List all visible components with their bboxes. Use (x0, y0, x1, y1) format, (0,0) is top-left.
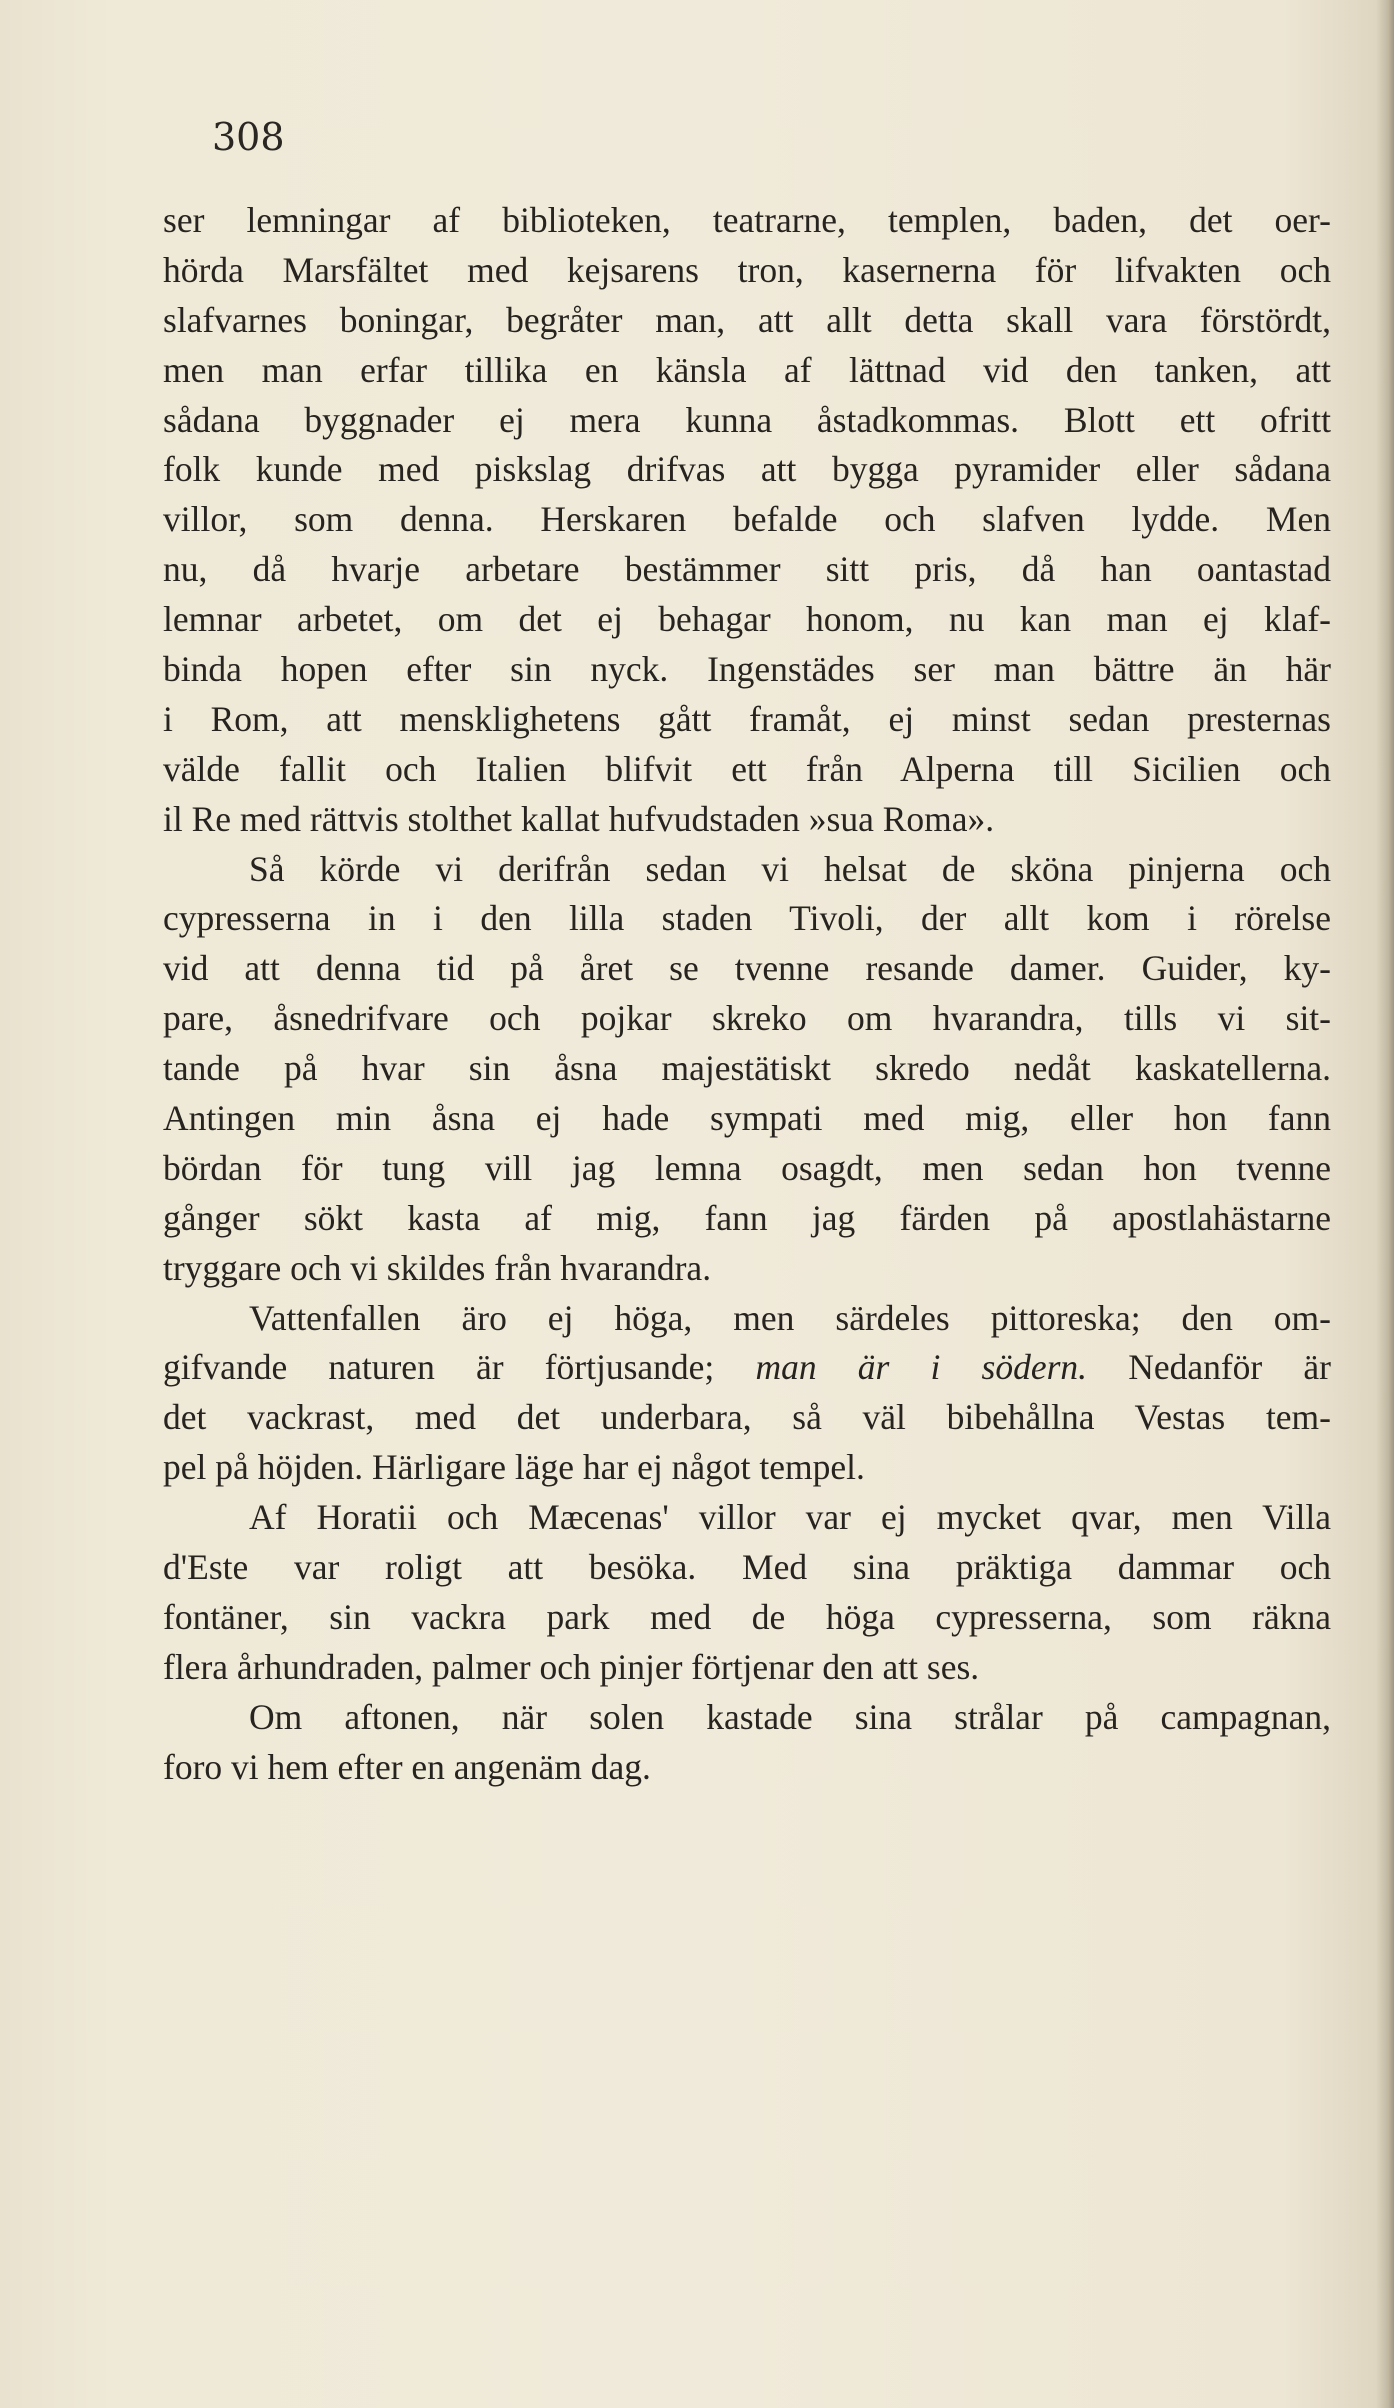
text-line: foro vi hem efter en angenäm dag. (163, 1746, 651, 1787)
text-line: flera århundraden, palmer och pinjer förtjenar den att ses. (163, 1646, 980, 1687)
text-line: lemnar arbetet, om det ej behagar honom, nu kan man ej klaf- (163, 599, 1331, 640)
text-line: ser lemningar af biblioteken, teatrarne, templen, baden, det oer- (163, 200, 1331, 240)
text-line: sådana byggnader ej mera kunna åstadkommas. Blott ett ofritt (163, 399, 1331, 440)
text-line: pel på höjden. Härligare läge har ej något tempel. (163, 1447, 865, 1488)
text-segment: gifvande naturen är förtjusande; (163, 1347, 756, 1388)
italic-phrase: man är i södern. (755, 1347, 1088, 1388)
text-line: Af Horatii och Mæcenas' villor var ej mycket qvar, men Villa (249, 1497, 1331, 1538)
text-line: Antingen min åsna ej hade sympati med mig, eller hon fann (163, 1098, 1331, 1139)
text-line: d'Este var roligt att besöka. Med sina präktiga dammar och (163, 1547, 1331, 1588)
text-line: binda hopen efter sin nyck. Ingenstädes ser man bättre än här (163, 649, 1331, 690)
text-line: men man erfar tillika en känsla af lättnad vid den tanken, att (163, 349, 1331, 390)
text-line: Vattenfallen äro ej höga, men särdeles pittoreska; den om- (249, 1297, 1331, 1338)
text-line: fontäner, sin vackra park med de höga cypresserna, som räkna (163, 1596, 1331, 1637)
body-text (163, 196, 1331, 1793)
text-line-with-italic (163, 1343, 1331, 1393)
text-line: tryggare och vi skildes från hvarandra. (163, 1247, 712, 1288)
text-line: gånger sökt kasta af mig, fann jag färden på apostlahästarne (163, 1197, 1331, 1238)
page-number: 308 (212, 115, 285, 159)
text-line: Om aftonen, när solen kastade sina strålar på campagnan, (249, 1696, 1331, 1737)
text-line: pare, åsnedrifvare och pojkar skreko om hvarandra, tills vi sit- (163, 998, 1331, 1039)
text-line: Så körde vi derifrån sedan vi helsat de sköna pinjerna och (249, 848, 1331, 889)
text-line: villor, som denna. Herskaren befalde och slafven lydde. Men (163, 499, 1331, 540)
text-line: cypresserna in i den lilla staden Tivoli, der allt kom i rörelse (163, 898, 1331, 939)
text-line: folk kunde med piskslag drifvas att bygga pyramider eller sådana (163, 449, 1331, 490)
text-line: slafvarnes boningar, begråter man, att allt detta skall vara förstördt, (163, 299, 1331, 340)
text-line: nu, då hvarje arbetare bestämmer sitt pris, då han oantastad (163, 549, 1331, 590)
text-line: i Rom, att mensklighetens gått framåt, ej minst sedan presternas (163, 698, 1331, 739)
text-segment: Nedanför är (1087, 1347, 1331, 1388)
text-line: vid att denna tid på året se tvenne resande damer. Guider, ky- (163, 948, 1331, 989)
text-line: det vackrast, med det underbara, så väl bibehållna Vestas tem- (163, 1397, 1331, 1438)
text-line: hörda Marsfältet med kejsarens tron, kasernerna för lifvakten och (163, 249, 1331, 290)
text-line: il Re med rättvis stolthet kallat hufvudstaden »sua Roma». (163, 798, 995, 839)
page-edge-shadow (1376, 0, 1394, 2408)
text-line: välde fallit och Italien blifvit ett från Alperna till Sicilien och (163, 748, 1331, 789)
text-line: tande på hvar sin åsna majestätiskt skredo nedåt kaskatellerna. (163, 1048, 1331, 1089)
text-line: bördan för tung vill jag lemna osagdt, men sedan hon tvenne (163, 1147, 1331, 1188)
